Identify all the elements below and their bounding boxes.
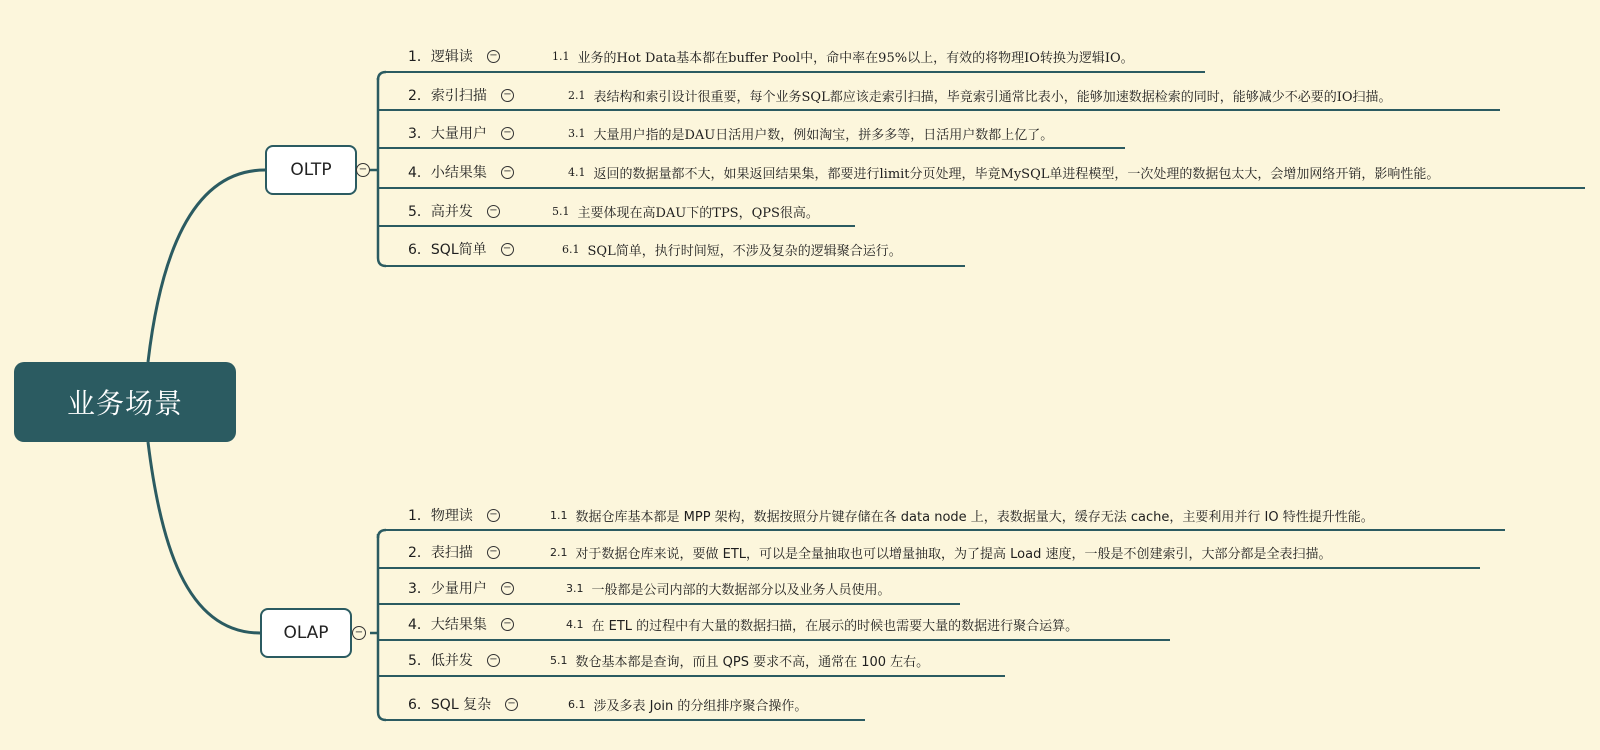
item-text: 在 ETL 的过程中有大量的数据扫描，在展示的时候也需要大量的数据进行聚合运算。 [591,618,1079,634]
oltp-item-5[interactable] [408,200,500,222]
item-text: 数仓基本都是查询，而且 QPS 要求不高，通常在 100 左右。 [575,654,930,670]
item-number: 4.1 [566,617,584,631]
oltp-item-6-detail[interactable] [562,238,902,260]
item-number: 4.1 [568,165,586,179]
item-label: 3．少量用户 [408,581,487,597]
item-number: 1.1 [552,49,570,63]
item-number: 2.1 [550,545,568,559]
olap-item-2-detail[interactable] [550,541,1331,563]
olap-node[interactable]: OLAP [260,608,352,658]
item-number: 5.1 [550,653,568,667]
oltp-item-1-detail[interactable] [552,45,1134,67]
item-text: 主要体现在高DAU下的TPS，QPS很高。 [577,205,819,221]
collapse-icon[interactable]: − [501,582,514,595]
olap-item-2[interactable] [408,541,500,563]
oltp-node[interactable]: OLTP [265,145,357,195]
item-label: 1．逻辑读 [408,49,473,65]
item-number: 1.1 [550,508,568,522]
collapse-icon[interactable]: − [487,205,500,218]
collapse-icon[interactable]: − [487,654,500,667]
oltp-item-1[interactable] [408,45,500,67]
item-number: 5.1 [552,204,570,218]
olap-item-6-detail[interactable] [568,693,807,715]
item-text: SQL简单，执行时间短，不涉及复杂的逻辑聚合运行。 [587,243,902,259]
item-number: 2.1 [568,88,586,102]
item-text: 对于数据仓库来说，要做 ETL，可以是全量抽取也可以增量抽取，为了提高 Load 速度，一般是不创建索引，大部分都是全表扫描。 [575,546,1332,562]
olap-item-5[interactable] [408,649,500,671]
item-label: 5．高并发 [408,204,473,220]
item-label: 2．索引扫描 [408,88,487,104]
oltp-item-3[interactable] [408,122,514,144]
item-text: 一般都是公司内部的大数据部分以及业务人员使用。 [591,582,891,598]
item-text: 涉及多表 Join 的分组排序聚合操作。 [593,698,808,714]
item-label: 6．SQL简单 [408,242,487,258]
collapse-icon[interactable]: − [487,50,500,63]
item-text: 业务的Hot Data基本都在buffer Pool中，命中率在95%以上，有效的将物理IO转换为逻辑IO。 [577,50,1134,66]
item-label: 2．表扫描 [408,545,473,561]
item-label: 4．小结果集 [408,165,487,181]
olap-item-1[interactable] [408,504,500,526]
item-text: 返回的数据量都不大，如果返回结果集，都要进行limit分页处理，毕竟MySQL单进程模型，一次处理的数据包太大，会增加网络开销，影响性能。 [593,166,1440,182]
root-node[interactable]: 业务场景 [14,362,236,442]
collapse-icon[interactable]: − [487,546,500,559]
oltp-item-4-detail[interactable] [568,161,1439,183]
oltp-item-2-detail[interactable] [568,84,1392,106]
olap-collapse-icon[interactable]: − [352,626,366,640]
olap-item-4[interactable] [408,613,514,635]
collapse-icon[interactable]: − [487,509,500,522]
item-number: 3.1 [566,581,584,595]
item-label: 1．物理读 [408,508,473,524]
olap-item-6[interactable] [408,693,518,715]
collapse-icon[interactable]: − [501,127,514,140]
item-text: 大量用户指的是DAU日活用户数，例如淘宝，拼多多等，日活用户数都上亿了。 [593,127,1054,143]
item-label: 4．大结果集 [408,617,487,633]
item-text: 表结构和索引设计很重要，每个业务SQL都应该走索引扫描，毕竟索引通常比表小，能够加速数据检索的同时，能够减少不必要的IO扫描。 [593,89,1392,105]
oltp-item-5-detail[interactable] [552,200,819,222]
collapse-icon[interactable]: − [505,698,518,711]
item-number: 6.1 [568,697,586,711]
item-label: 3．大量用户 [408,126,487,142]
item-label: 5．低并发 [408,653,473,669]
item-label: 6．SQL 复杂 [408,697,492,713]
item-text: 数据仓库基本都是 MPP 架构，数据按照分片键存储在各 data node 上，表数据量大，缓存无法 cache，主要利用并行 IO 特性提升性能。 [575,509,1374,525]
olap-item-3[interactable] [408,577,514,599]
oltp-item-3-detail[interactable] [568,122,1053,144]
collapse-icon[interactable]: − [501,166,514,179]
oltp-item-2[interactable] [408,84,514,106]
oltp-item-6[interactable] [408,238,514,260]
olap-item-3-detail[interactable] [566,577,891,599]
olap-item-5-detail[interactable] [550,649,929,671]
collapse-icon[interactable]: − [501,243,514,256]
collapse-icon[interactable]: − [501,618,514,631]
oltp-collapse-icon[interactable]: − [356,163,370,177]
collapse-icon[interactable]: − [501,89,514,102]
oltp-item-4[interactable] [408,161,514,183]
olap-item-4-detail[interactable] [566,613,1078,635]
item-number: 6.1 [562,242,580,256]
item-number: 3.1 [568,126,586,140]
olap-item-1-detail[interactable] [550,504,1374,526]
